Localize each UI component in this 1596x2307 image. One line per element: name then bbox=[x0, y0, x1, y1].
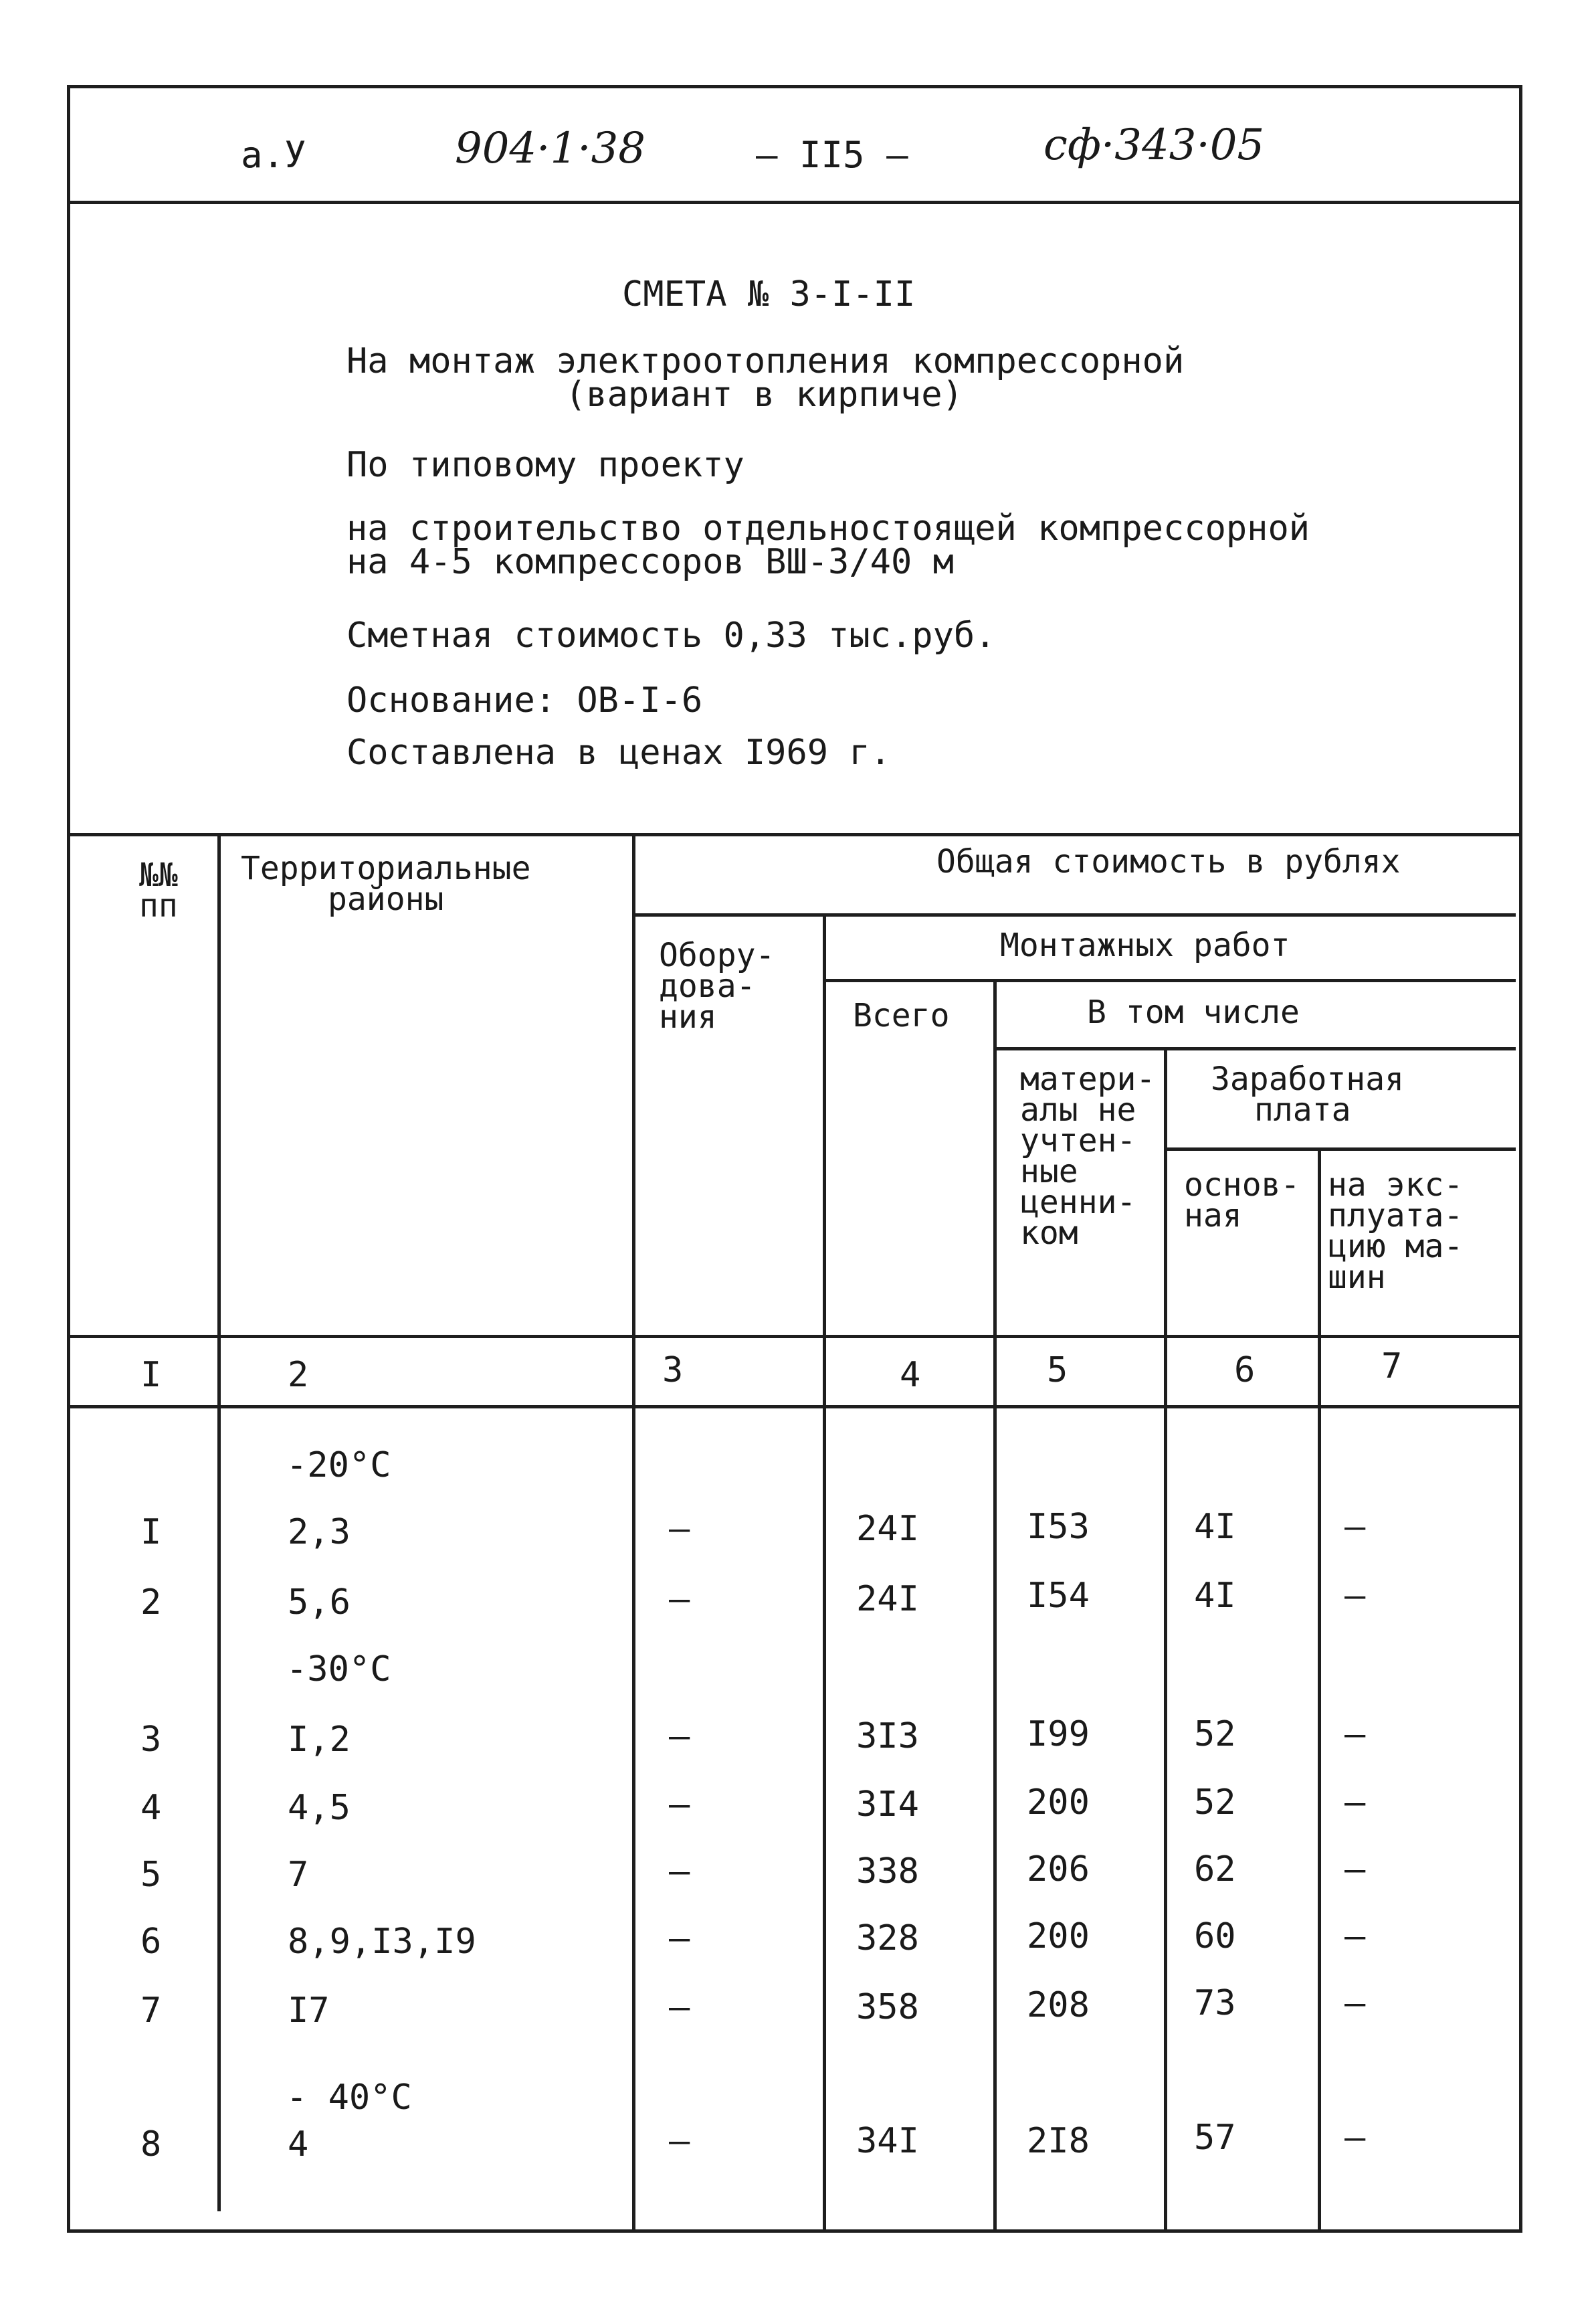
row-3-basic: 52 bbox=[1194, 1714, 1236, 1754]
row-1-equipment: – bbox=[669, 1509, 690, 1549]
row-5-materials: 206 bbox=[1027, 1849, 1090, 1889]
row-4-basic: 52 bbox=[1194, 1782, 1236, 1823]
row-7-materials: 208 bbox=[1027, 1985, 1090, 2025]
row-4-equipment: – bbox=[669, 1784, 690, 1825]
row-divider-salary bbox=[1167, 1147, 1516, 1151]
row-2-total: 24I bbox=[856, 1579, 919, 1619]
equipment-header-line2: дова- bbox=[659, 967, 756, 1005]
row-2-number: 2 bbox=[140, 1582, 162, 1623]
header-sheet-code: сф·343·05 bbox=[1043, 120, 1265, 170]
col-number-1: I bbox=[140, 1355, 162, 1395]
row-1-region: 2,3 bbox=[288, 1512, 351, 1552]
col-number-4: 4 bbox=[900, 1355, 921, 1395]
row-3-total: 3I3 bbox=[856, 1716, 919, 1756]
row-7-equipment: – bbox=[669, 1987, 690, 2027]
row-3-materials: I99 bbox=[1027, 1714, 1090, 1754]
row-1-basic: 4I bbox=[1194, 1507, 1236, 1547]
materials-header-line4: ные bbox=[1020, 1153, 1078, 1190]
row-1-materials: I53 bbox=[1027, 1507, 1090, 1547]
machines-header-line4: шин bbox=[1328, 1259, 1386, 1296]
temperature-group-1: -20°C bbox=[286, 1445, 391, 1485]
row-3-machines: – bbox=[1344, 1714, 1366, 1754]
project-line1: на строительство отдельностоящей компрессорной bbox=[346, 509, 1310, 549]
equipment-header-line1: Обору- bbox=[659, 937, 775, 974]
row-7-machines: – bbox=[1344, 1983, 1366, 2023]
row-8-region: 4 bbox=[288, 2124, 309, 2164]
col-number-3: 3 bbox=[662, 1350, 684, 1390]
including-header: В том числе bbox=[1087, 994, 1300, 1031]
row-4-region: 4,5 bbox=[288, 1788, 351, 1828]
smeta-title: СМЕТА № 3-I-II bbox=[622, 274, 916, 314]
header-left: а.У bbox=[241, 134, 306, 176]
row-8-machines: – bbox=[1344, 2118, 1366, 2158]
col-num-line2: пп bbox=[139, 887, 178, 925]
row-divider-including bbox=[997, 1047, 1516, 1050]
row-8-materials: 2I8 bbox=[1027, 2121, 1090, 2161]
basic-header-line2: ная bbox=[1184, 1197, 1242, 1234]
row-2-machines: – bbox=[1344, 1576, 1366, 1616]
row-5-machines: – bbox=[1344, 1849, 1366, 1889]
row-divider-total bbox=[635, 913, 1516, 917]
col-number-5: 5 bbox=[1047, 1350, 1068, 1390]
machines-header-line2: плуата- bbox=[1328, 1197, 1464, 1234]
row-3-region: I,2 bbox=[288, 1720, 351, 1760]
smeta-subject-line1: На монтаж электроотопления компрессорной bbox=[346, 341, 1185, 381]
row-3-equipment: – bbox=[669, 1716, 690, 1756]
row-6-basic: 60 bbox=[1194, 1916, 1236, 1956]
row-7-region: I7 bbox=[288, 1991, 330, 2031]
col-divider-5 bbox=[1164, 1050, 1167, 2231]
row-divider-install bbox=[826, 979, 1516, 982]
col-num-line1: №№ bbox=[139, 856, 178, 894]
row-8-number: 8 bbox=[140, 2124, 162, 2164]
row-6-total: 328 bbox=[856, 1918, 919, 1958]
salary-header-line2: плата bbox=[1254, 1091, 1351, 1129]
col-divider-2 bbox=[632, 836, 635, 2231]
row-2-region: 5,6 bbox=[288, 1582, 351, 1623]
row-5-total: 338 bbox=[856, 1851, 919, 1891]
temperature-group-2: -30°C bbox=[286, 1649, 391, 1689]
machines-header-line1: на экс- bbox=[1328, 1166, 1464, 1204]
col-divider-6 bbox=[1318, 1151, 1321, 2231]
row-4-total: 3I4 bbox=[856, 1784, 919, 1825]
col-number-7: 7 bbox=[1381, 1346, 1403, 1386]
row-2-basic: 4I bbox=[1194, 1576, 1236, 1616]
materials-header-line3: учтен- bbox=[1020, 1122, 1136, 1160]
row-8-equipment: – bbox=[669, 2121, 690, 2161]
basic-header-line1: основ- bbox=[1184, 1166, 1300, 1204]
header-page-number: – II5 – bbox=[756, 134, 908, 176]
materials-header-line6: ком bbox=[1020, 1214, 1078, 1252]
row-3-number: 3 bbox=[140, 1720, 162, 1760]
row-7-total: 358 bbox=[856, 1987, 919, 2027]
row-2-materials: I54 bbox=[1027, 1576, 1090, 1616]
row-7-number: 7 bbox=[140, 1991, 162, 2031]
row-4-machines: – bbox=[1344, 1782, 1366, 1823]
row-4-materials: 200 bbox=[1027, 1782, 1090, 1823]
row-6-number: 6 bbox=[140, 1922, 162, 1962]
price-base: Составлена в ценах I969 г. bbox=[346, 733, 891, 773]
header-project-number: 904·1·38 bbox=[455, 124, 645, 173]
materials-header-line1: матери- bbox=[1020, 1060, 1156, 1098]
header-divider bbox=[70, 201, 1519, 204]
basis: Основание: ОВ-I-6 bbox=[346, 680, 703, 721]
row-5-basic: 62 bbox=[1194, 1849, 1236, 1889]
row-5-region: 7 bbox=[288, 1855, 309, 1895]
row-1-total: 24I bbox=[856, 1509, 919, 1549]
row-2-equipment: – bbox=[669, 1579, 690, 1619]
machines-header-line3: цию ма- bbox=[1328, 1228, 1464, 1265]
col-number-6: 6 bbox=[1234, 1350, 1256, 1390]
row-6-machines: – bbox=[1344, 1916, 1366, 1956]
row-4-number: 4 bbox=[140, 1788, 162, 1828]
row-8-total: 34I bbox=[856, 2121, 919, 2161]
materials-header-line2: алы не bbox=[1020, 1091, 1136, 1129]
estimated-cost: Сметная стоимость 0,33 тыс.руб. bbox=[346, 616, 996, 656]
col-number-2: 2 bbox=[288, 1355, 309, 1395]
table-top-border bbox=[70, 833, 1519, 836]
row-5-number: 5 bbox=[140, 1855, 162, 1895]
row-divider-col-numbers bbox=[70, 1405, 1519, 1408]
project-line2: на 4-5 компрессоров ВШ-3/40 м bbox=[346, 542, 954, 582]
salary-header-line1: Заработная bbox=[1211, 1060, 1404, 1098]
materials-header-line5: ценни- bbox=[1020, 1184, 1136, 1221]
row-1-machines: – bbox=[1344, 1507, 1366, 1547]
row-divider-header-end bbox=[70, 1335, 1519, 1338]
row-1-number: I bbox=[140, 1512, 162, 1552]
row-6-region: 8,9,I3,I9 bbox=[288, 1922, 476, 1962]
row-6-equipment: – bbox=[669, 1918, 690, 1958]
col-divider-1 bbox=[217, 836, 221, 2211]
installation-header: Монтажных работ bbox=[1000, 927, 1290, 964]
col-region-line1: Территориальные bbox=[241, 850, 531, 887]
col-divider-4 bbox=[993, 982, 997, 2231]
project-label: По типовому проекту bbox=[346, 445, 744, 485]
total-cost-header: Общая стоимость в рублях bbox=[936, 843, 1401, 881]
smeta-subject-line2: (вариант в кирпиче) bbox=[565, 375, 963, 415]
row-5-equipment: – bbox=[669, 1851, 690, 1891]
equipment-header-line3: ния bbox=[659, 998, 717, 1036]
row-6-materials: 200 bbox=[1027, 1916, 1090, 1956]
row-7-basic: 73 bbox=[1194, 1983, 1236, 2023]
col-divider-3 bbox=[823, 917, 826, 2231]
total-header: Всего bbox=[853, 997, 950, 1034]
col-region-line2: районы bbox=[328, 881, 444, 918]
temperature-group-3: - 40°C bbox=[286, 2078, 412, 2118]
row-8-basic: 57 bbox=[1194, 2118, 1236, 2158]
